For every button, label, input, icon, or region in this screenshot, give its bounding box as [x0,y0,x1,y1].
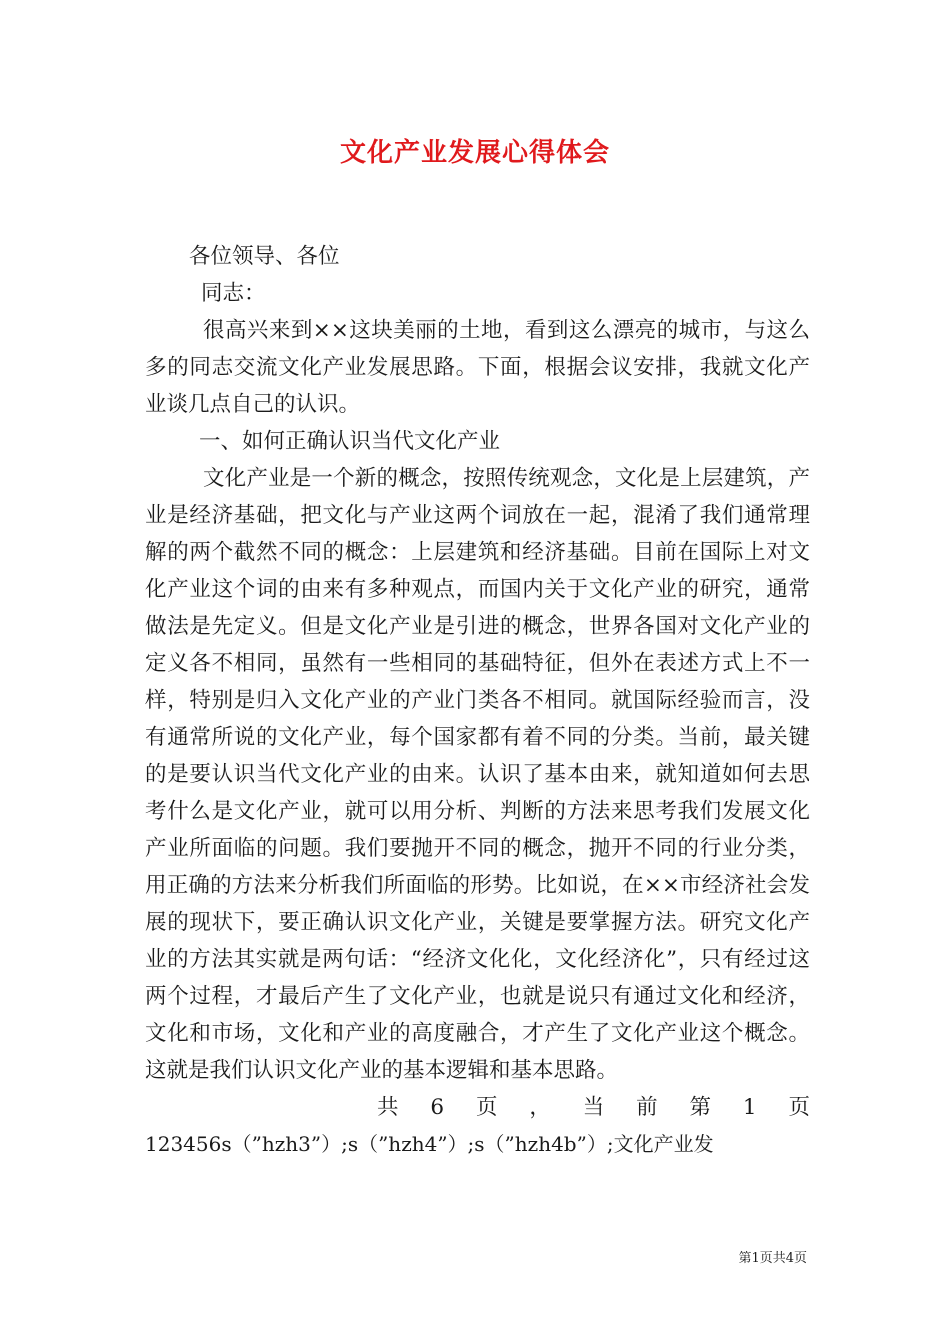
page-footer: 第1页共4页 [738,1251,807,1266]
salutation-line-2: 同志： [201,281,266,306]
intro-paragraph: 很高兴来到××这块美丽的土地，看到这么漂亮的城市，与这么多的同志交流文化产业发展思路。下面，根据会议安排，我就文化产业谈几点自己的认识。 [145,318,810,417]
section-heading: 一、如何正确认识当代文化产业 [199,429,501,454]
page-count-token: 1 [742,1095,757,1120]
main-paragraph: 文化产业是一个新的概念，按照传统观念，文化是上层建筑，产业是经济基础，把文化与产业这两个词放在一起，混淆了我们通常理解的两个截然不同的概念：上层建筑和经济基础。目前在国际上对文化产业这个词的由来有多种观点，而国内关于文化产业的研究，通常做法是先定义。但是文化产业是引进的概念，世界各国对文化产业的定义各不相同，虽然有一些相同的基础特征，但外在表述方式上不一样，特别是归入文化产业的产业门类各不相同。就国际经验而言，没有通常所说的文化产业，每个国家都有着不同的分类。当前，最关键的是要认识当代文化产业的由来。认识了基本由来，就知道如何去思考什么是文化产业，就可以用分析、判断的方法来思考我们发展文化产业所面临的问题。我们要抛开不同的概念，抛开不同的行业分类，用正确的方法来分析我们所面临的形势。比如说，在××市经济社会发展的现状下，要正确认识文化产业，关键是要掌握方法。研究文化产业的方法其实就是两句话：“经济文化化，文化经济化”，只有经过这两个过程，才最后产生了文化产业，也就是说只有通过文化和经济，文化和市场，文化和产业的高度融合，才产生了文化产业这个概念。这就是我们认识文化产业的基本逻辑和基本思路。 [145,466,810,1083]
page-count-line [145,1089,810,1126]
salutation-line-1: 各位领导、各位 [189,244,340,269]
page-count-token: 前 [636,1095,658,1120]
code-line: 123456s（”hzh3”）;s（”hzh4”）;s（”hzh4b”）;文化产业发 [145,1132,714,1156]
page-count-token: 6 [430,1095,445,1120]
document-body [145,238,810,1163]
page-count-token: 第 [689,1095,712,1120]
page-count-token: 页 [788,1095,810,1120]
page-count-token: 页 [475,1095,498,1120]
page-count-token: ， [529,1095,551,1120]
page-count-token: 当 [582,1095,605,1120]
page-count-token: 共 [377,1095,399,1120]
document-title: 文化产业发展心得体会 [339,138,610,168]
